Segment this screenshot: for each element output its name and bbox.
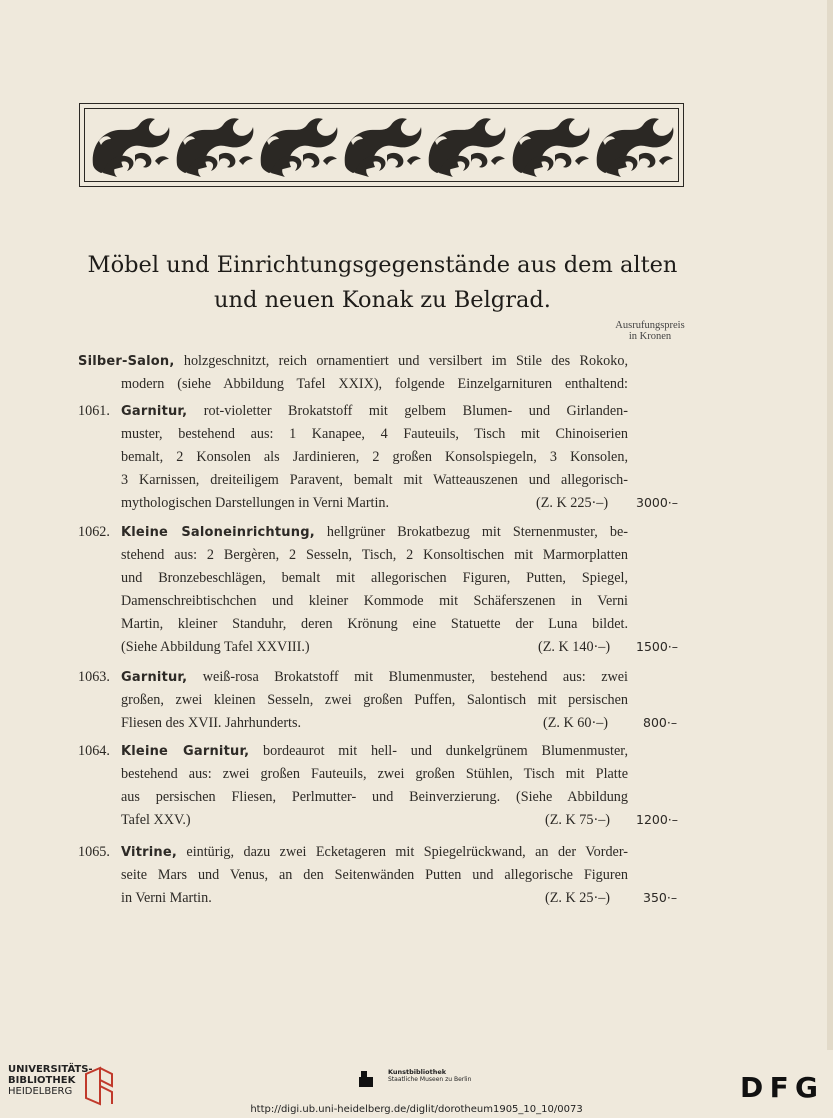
entry-line: bemalt, 2 Konsolen als Jardinieren, 2 großen Konsolspiegeln, 3 Konsolen, (121, 449, 628, 465)
title-line-2: und neuen Konak zu Belgrad. (214, 287, 551, 313)
entry-line: Tafel XXV.) (121, 812, 191, 828)
ub-line-1: UNIVERSITÄTS- (8, 1064, 93, 1075)
entry-line (121, 667, 628, 688)
kunstbibliothek-logo-icon (355, 1067, 377, 1089)
ornament-vine-pattern (85, 109, 680, 183)
entry-text: bordeaurot mit hell- und dunkelgrünem Blumenmuster, (249, 743, 628, 759)
entry-line: stehend aus: 2 Bergèren, 2 Sesseln, Tisch, 2 Konsoltischen mit Marmorplatten (121, 547, 628, 563)
entry-line: seite Mars und Venus, an den Seitenwänden Putten und allegorische Figuren (121, 867, 628, 883)
price: 1500·– (636, 639, 679, 654)
entry-line: in Verni Martin. (121, 890, 212, 906)
entry-line: mythologischen Darstellungen in Verni Martin. (121, 495, 390, 511)
source-url[interactable]: http://digi.ub.uni-heidelberg.de/diglit/dorotheum1905_10_10/0073 (250, 1104, 583, 1115)
lot-number: 1061. (78, 403, 110, 419)
zref: (Z. K 25·–) (545, 890, 611, 906)
zref: (Z. K 225·–) (536, 495, 609, 511)
entry-head: Kleine Garnitur, (121, 744, 250, 759)
price-header-line-1: Ausrufungspreis (615, 320, 685, 331)
ub-line-2: BIBLIOTHEK (8, 1075, 76, 1086)
price-column-header (600, 320, 700, 342)
entry-line (121, 842, 628, 863)
title-line-1: Möbel und Einrichtungsgegenstände aus dem alten (87, 252, 678, 278)
price: 350·– (643, 890, 678, 905)
entry-line: großen, zwei kleinen Sesseln, zwei großen Puffen, Salontisch mit persischen (121, 692, 628, 708)
intro-line-1 (78, 351, 628, 372)
price: 3000·– (636, 495, 679, 510)
dfg-logo-text: DFG (740, 1072, 818, 1100)
price: 1200·– (636, 812, 679, 827)
kb-line-2: Staatliche Museen zu Berlin (388, 1076, 472, 1083)
kb-line-1: Kunstbibliothek (388, 1068, 447, 1076)
entry-line (121, 401, 628, 422)
entry-text: hellgrüner Brokatbezug mit Sternenmuster, be- (314, 524, 628, 540)
entry-line: Martin, kleiner Standuhr, deren Krönung eine Statuette der Luna bildet. (121, 616, 628, 632)
entry-head: Kleine Saloneinrichtung, (121, 525, 315, 540)
entry-line: Fliesen des XVII. Jahrhunderts. (121, 715, 302, 731)
price-header-line-2: in Kronen (628, 331, 672, 342)
lot-number: 1063. (78, 669, 110, 685)
ub-heidelberg-logo-icon (82, 1064, 116, 1108)
entry-line (121, 522, 628, 543)
entry-text: eintürig, dazu zwei Ecketageren mit Spiegelrückwand, an der Vorder- (176, 844, 628, 860)
entry-head: Garnitur, (121, 670, 188, 685)
lot-number: 1062. (78, 524, 110, 540)
entry-line: aus persischen Fliesen, Perlmutter- und Beinverzierung. (Siehe Abbildung (121, 789, 628, 805)
intro-text-1: holzgeschnitzt, reich ornamentiert und versilbert im Stile des Rokoko, (174, 353, 628, 369)
zref: (Z. K 60·–) (543, 715, 609, 731)
entry-line: muster, bestehend aus: 1 Kanapee, 4 Fauteuils, Tisch mit Chinoiserien (121, 426, 628, 442)
entry-line: 3 Karnissen, dreiteiligem Paravent, bemalt mit Watteauszenen und allegorisch- (121, 472, 628, 488)
entry-line: und Bronzebeschlägen, bemalt mit allegorischen Figuren, Putten, Spiegel, (121, 570, 628, 586)
ornament-frame (84, 108, 679, 182)
entry-line (121, 741, 628, 762)
dfg-logo (740, 1072, 820, 1100)
zref: (Z. K 140·–) (538, 639, 611, 655)
price: 800·– (643, 715, 678, 730)
entry-head: Garnitur, (121, 404, 188, 419)
intro-line-2: modern (siehe Abbildung Tafel XXIX), folgende Einzelgarnituren enthaltend: (121, 376, 628, 392)
lot-number: 1065. (78, 844, 110, 860)
page-title (60, 248, 705, 318)
entry-line: bestehend aus: zwei großen Fauteuils, zwei großen Stühlen, Tisch mit Platte (121, 766, 628, 782)
entry-line: Damenschreibtischchen und kleiner Kommode mit Schäferszenen in Verni (121, 593, 628, 609)
intro-head: Silber-Salon, (78, 354, 175, 369)
ub-line-3: HEIDELBERG (8, 1086, 73, 1097)
page-edge (827, 0, 833, 1050)
entry-line: (Siehe Abbildung Tafel XXVIII.) (121, 639, 310, 655)
lot-number: 1064. (78, 743, 110, 759)
entry-text: weiß-rosa Brokatstoff mit Blumenmuster, bestehend aus: zwei (187, 669, 628, 685)
zref: (Z. K 75·–) (545, 812, 611, 828)
entry-text: rot-violetter Brokatstoff mit gelbem Blumen- und Girlanden- (187, 403, 628, 419)
entry-head: Vitrine, (121, 845, 177, 860)
kunstbibliothek-text (388, 1068, 471, 1084)
ornament-band (79, 103, 684, 187)
